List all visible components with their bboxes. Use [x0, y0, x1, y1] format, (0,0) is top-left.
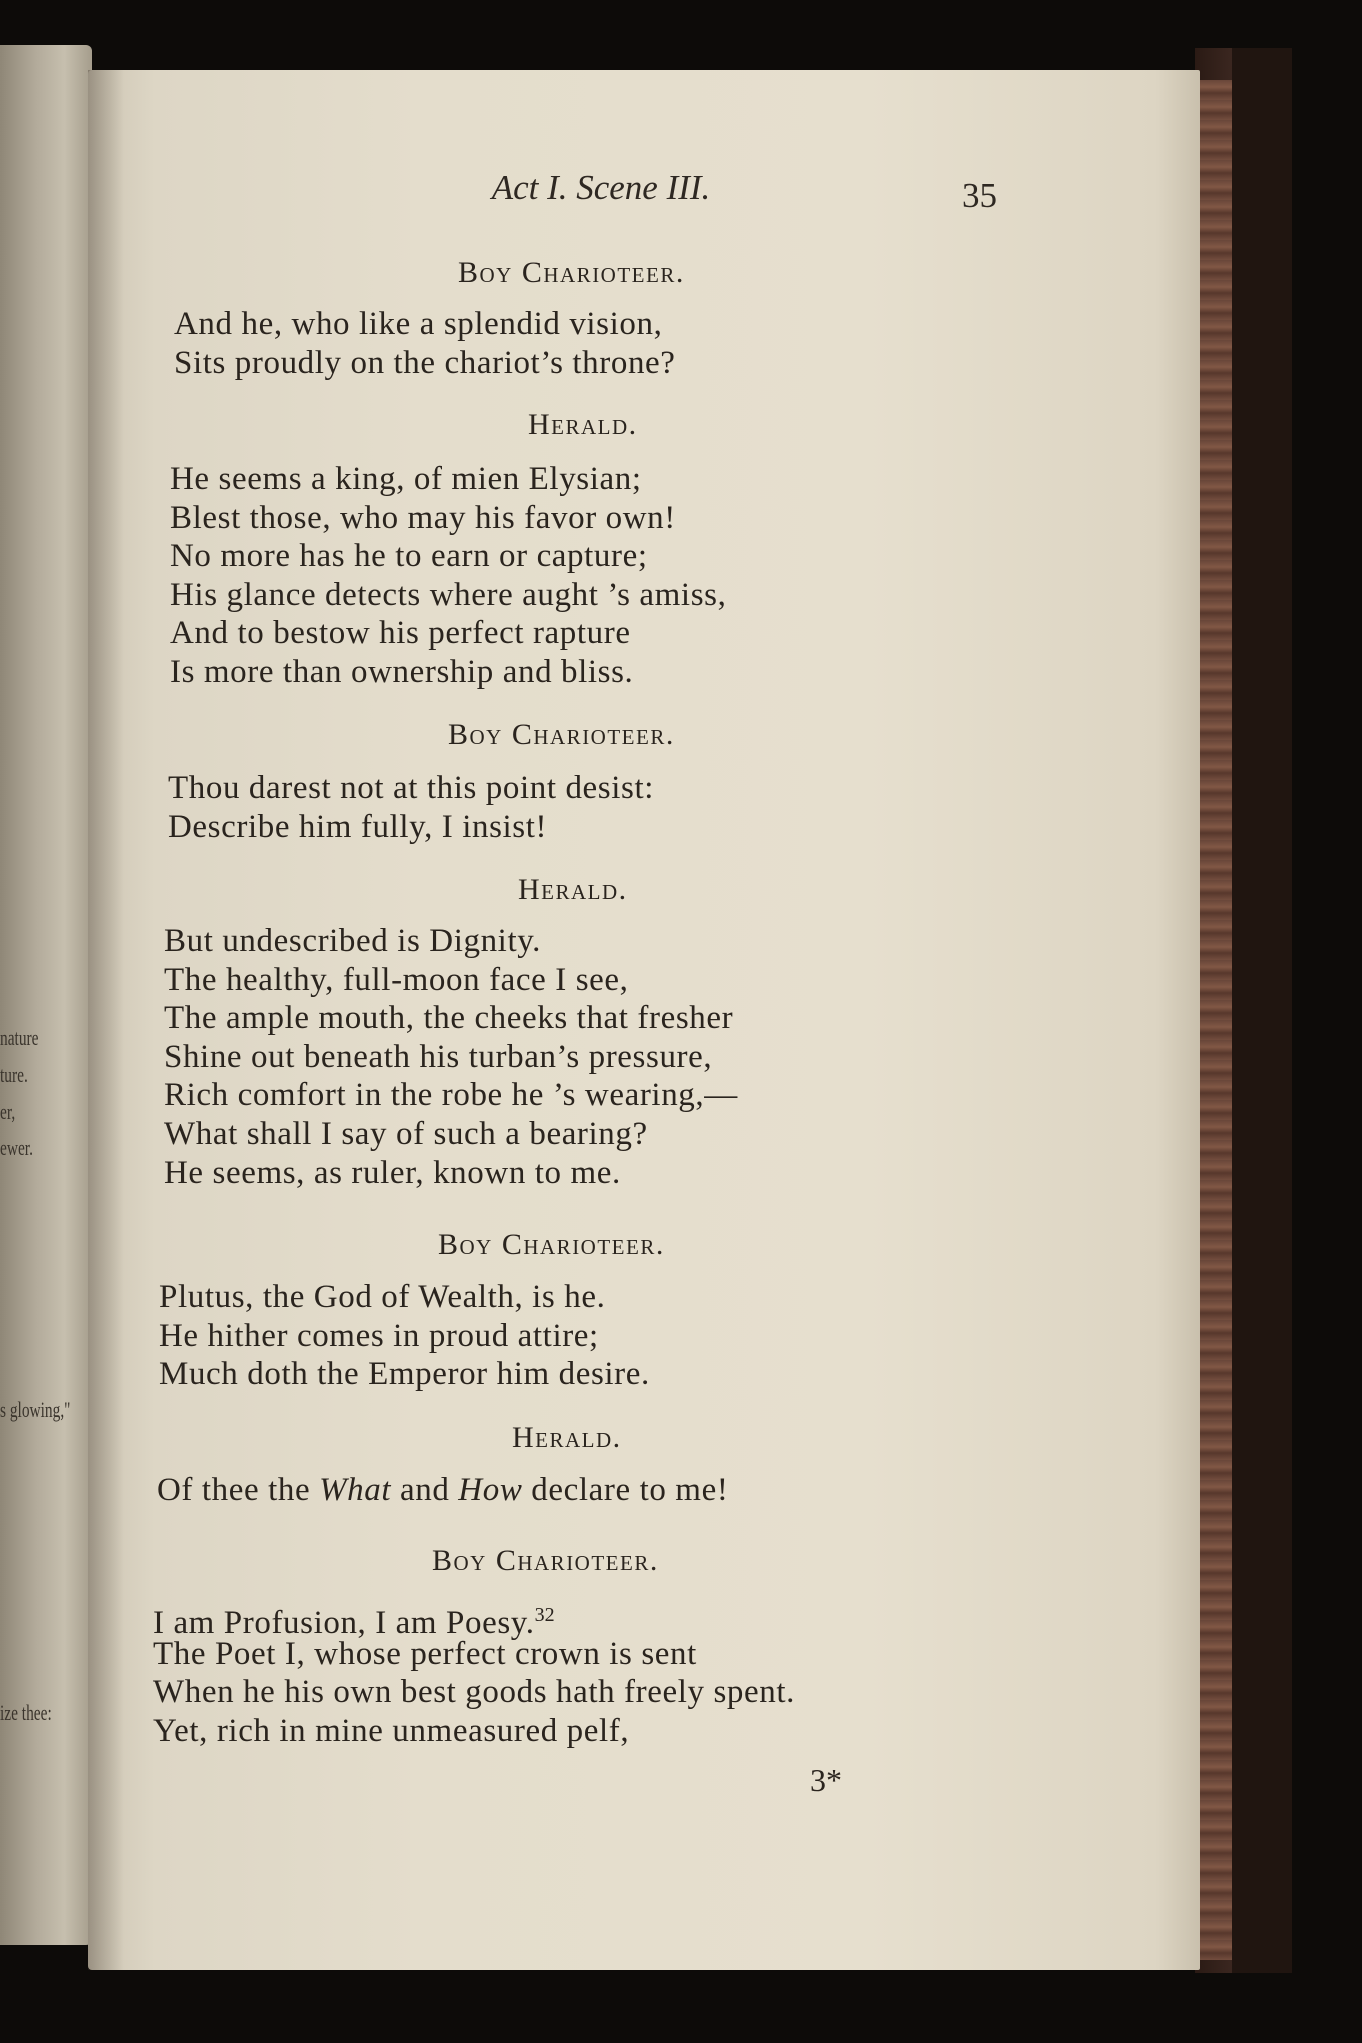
verse-line: Blest those, who may his favor own!	[170, 499, 676, 536]
verse-line: His glance detects where aught ’s amiss,	[170, 576, 727, 613]
verse-line: Yet, rich in mine unmeasured pelf,	[153, 1712, 630, 1749]
verse-line: Describe him fully, I insist!	[168, 808, 548, 845]
verse-line: Is more than ownership and bliss.	[170, 653, 634, 690]
facing-page-fragment: er,	[0, 1099, 16, 1124]
verse-line: The Poet I, whose perfect crown is sent	[153, 1635, 697, 1672]
verse-line: Sits proudly on the chariot’s throne?	[174, 344, 676, 381]
verse-line: He seems a king, of mien Elysian;	[170, 461, 642, 497]
speaker-heading: Boy Charioteer.	[458, 256, 685, 289]
verse-line: Thou darest not at this point desist:	[168, 770, 654, 806]
verse-block	[159, 1278, 650, 1394]
cover-outer-edge	[1232, 48, 1292, 1973]
footnote-marker: 32	[534, 1604, 555, 1626]
verse-line: The ample mouth, the cheeks that fresher	[164, 1000, 734, 1037]
verse-line: And to bestow his perfect rapture	[170, 615, 631, 652]
running-head: Act I. Scene III.	[491, 168, 711, 207]
verse-line: Of thee the What and How declare to me!	[157, 1472, 729, 1508]
verse-line: Much doth the Emperor him desire.	[159, 1356, 650, 1393]
speaker-heading: Herald.	[518, 873, 628, 906]
marbled-page-edge	[1196, 80, 1232, 1960]
signature-mark: 3*	[810, 1762, 842, 1798]
verse-line: What shall I say of such a bearing?	[164, 1115, 648, 1152]
verse-line: The healthy, full-moon face I see,	[164, 961, 629, 998]
page-number: 35	[962, 176, 997, 215]
verse-block	[153, 1596, 795, 1750]
verse-line: He seems, as ruler, known to me.	[164, 1154, 621, 1191]
gutter-shadow	[88, 70, 124, 1970]
verse-line: When he his own best goods hath freely spent.	[153, 1674, 795, 1711]
speaker-heading: Herald.	[512, 1421, 622, 1454]
verse-line: And he, who like a splendid vision,	[174, 306, 663, 342]
facing-page-fragment: ize thee:	[0, 1700, 52, 1725]
verse-line: Plutus, the God of Wealth, is he.	[159, 1279, 606, 1315]
speaker-heading: Boy Charioteer.	[438, 1228, 665, 1261]
verse-line: He hither comes in proud attire;	[159, 1317, 599, 1354]
facing-page-fragment: ture.	[0, 1062, 28, 1087]
verse-line: But undescribed is Dignity.	[164, 923, 542, 959]
verse-block	[170, 460, 726, 692]
facing-page-edge	[0, 45, 92, 1945]
speaker-heading: Boy Charioteer.	[432, 1544, 659, 1577]
verse-block	[164, 922, 738, 1192]
facing-page-fragment: nature	[0, 1025, 39, 1050]
verse-block	[157, 1471, 728, 1510]
verse-line: I am Profusion, I am Poesy.$^{32}$	[153, 1604, 555, 1641]
facing-page-fragment: ewer.	[0, 1135, 33, 1160]
verse-line: Rich comfort in the robe he ’s wearing,—	[164, 1077, 738, 1114]
verse-block	[174, 305, 676, 382]
verse-line: Shine out beneath his turban’s pressure,	[164, 1038, 713, 1075]
verse-line: No more has he to earn or capture;	[170, 538, 648, 575]
facing-page-fragment: s glowing,"	[0, 1397, 71, 1422]
speaker-heading: Herald.	[528, 408, 638, 441]
verse-block	[168, 769, 654, 846]
speaker-heading: Boy Charioteer.	[448, 718, 675, 751]
